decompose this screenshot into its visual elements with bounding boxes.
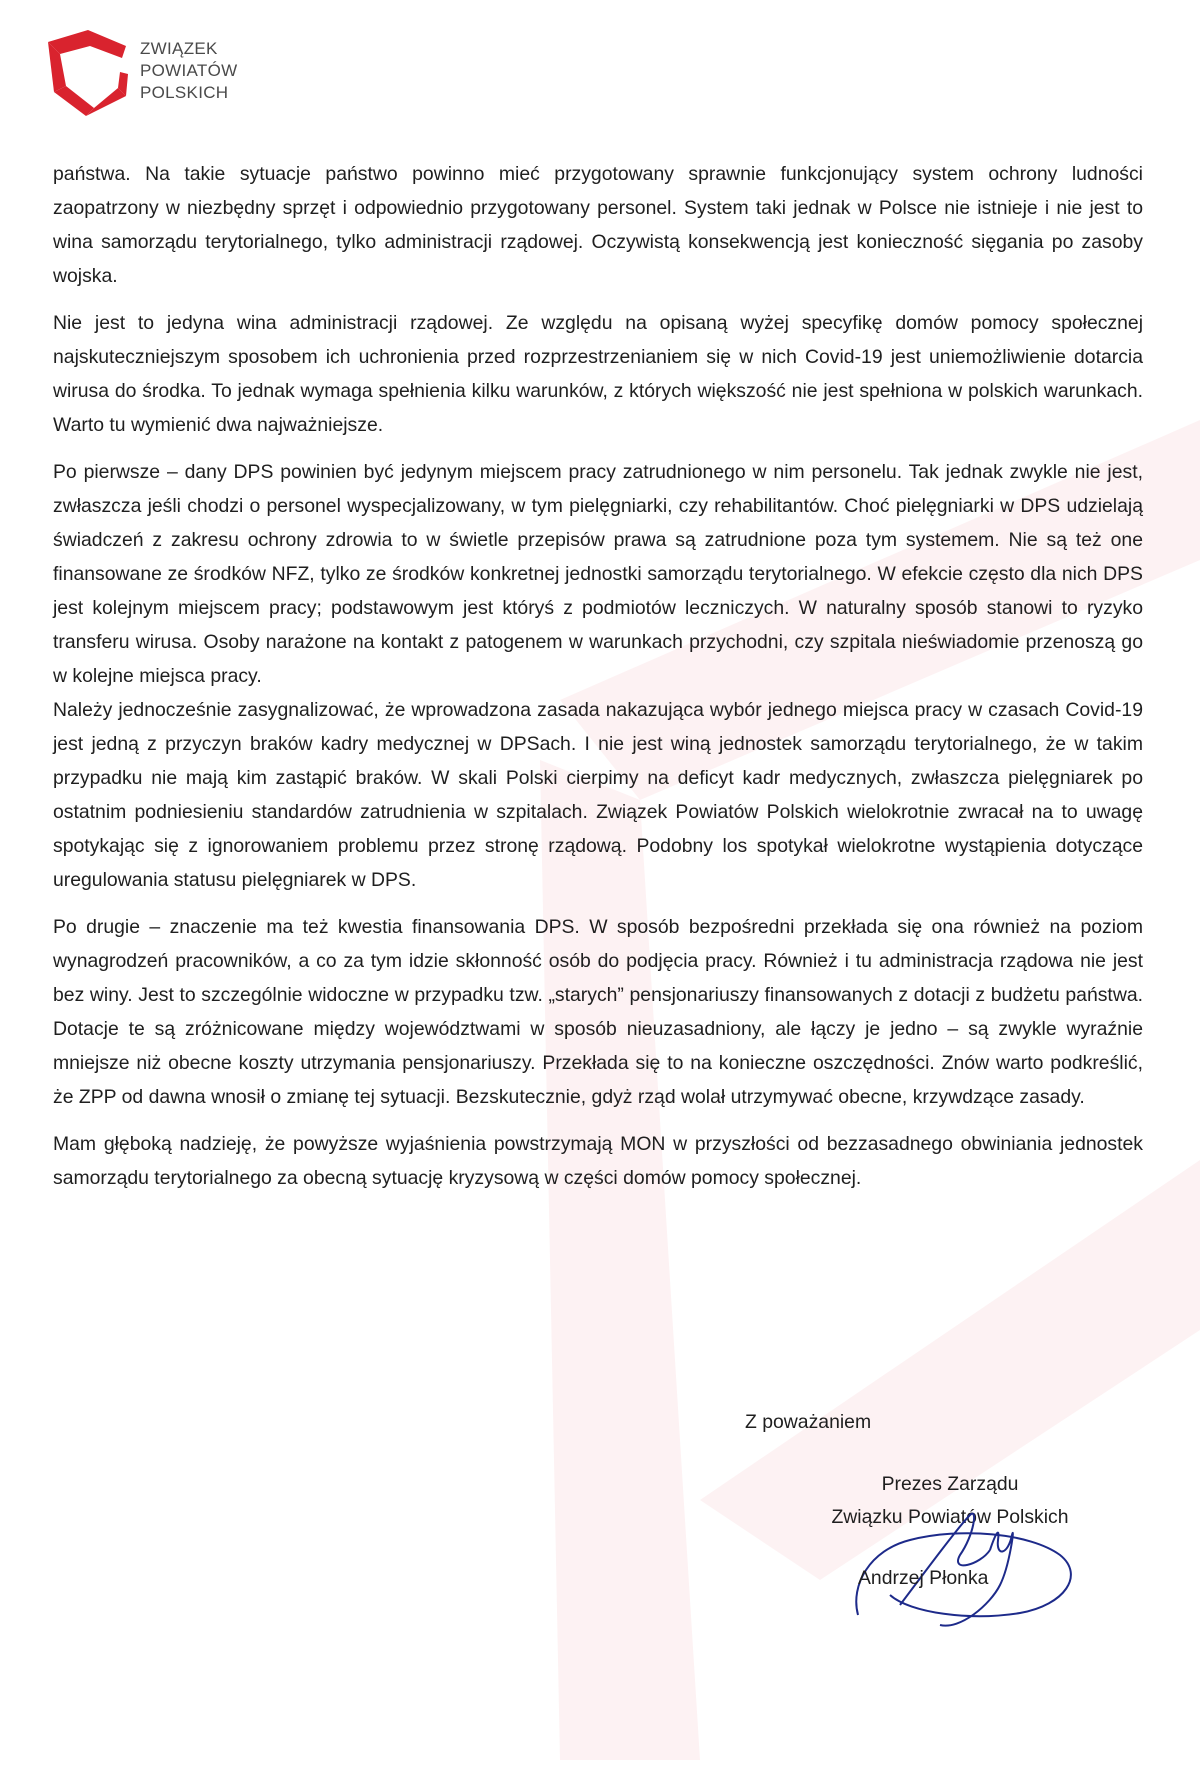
- logo-line-1: ZWIĄZEK: [140, 39, 218, 58]
- paragraph-5: Po drugie – znaczenie ma też kwestia finansowania DPS. W sposób bezpośredni przekłada się ona również na poziom wynagrodzeń pracowników, a co za tym idzie skłonność osób do podjęcia pracy. Również i tu administracja rządowa nie jest bez winy. Jest to szczególnie widoczne w przypadku tzw. „starych” pensjonariuszy finansowanych z dotacji z budżetu państwa. Dotacje te są zróżnicowane między województwami w sposób nieuzasadniony, ale łączy je jedno – są zwykle wyraźnie mniejsze niż obecne koszty utrzymania pensjonariuszy. Przekłada się to na konieczne oszczędności. Znów warto podkreślić, że ZPP od dawna wnosił o zmianę tej sytuacji. Bezskutecznie, gdyż rząd wolał utrzymywać obecne, krzywdzące zasady.: [53, 916, 1143, 1108]
- logo-line-3: POLSKICH: [140, 83, 229, 102]
- paragraph-2: Nie jest to jedyna wina administracji rządowej. Ze względu na opisaną wyżej specyfikę domów pomocy społecznej najskuteczniejszym sposobem ich uchronienia przed rozprzestrzenianiem się w nich Covid-19 jest uniemożliwienie dotarcia wirusa do środka. To jednak wymaga spełnienia kilku warunków, z których większość nie jest spełniona w polskich warunkach. Warto tu wymienić dwa najważniejsze.: [53, 312, 1143, 436]
- paragraph-6: Mam głęboką nadzieję, że powyższe wyjaśnienia powstrzymają MON w przyszłości od bezzasadnego obwiniania jednostek samorządu terytorialnego za obecną sytuację kryzysową w części domów pomocy społecznej.: [53, 1133, 1143, 1189]
- letter-body: [53, 157, 1143, 1195]
- paragraph-1: państwa. Na takie sytuacje państwo powinno mieć przygotowany sprawnie funkcjonujący system ochrony ludności zaopatrzony w niezbędny sprzęt i odpowiednio przygotowany personel. System taki jednak w Polsce nie istnieje i nie jest to wina samorządu terytorialnego, tylko administracji rządowej. Oczywistą konsekwencją jest konieczność sięgania po zasoby wojska.: [53, 163, 1143, 287]
- salutation: Z poważaniem: [745, 1411, 872, 1433]
- paragraph-4: Należy jednocześnie zasygnalizować, że wprowadzona zasada nakazująca wybór jednego miejsca pracy w czasach Covid-19 jest jedną z przyczyn braków kadry medycznej w DPSach. I nie jest winą jednostek samorządu terytorialnego, że w takim przypadku nie mają kim zastąpić braków. W skali Polski cierpimy na deficyt kadr medycznych, zwłaszcza pielęgniarek po ostatnim podniesieniu standardów zatrudnienia w szpitalach. Związek Powiatów Polskich wielokrotnie zwracał na to uwagę spotykając się z ignorowaniem problemu przez stronę rządową. Podobny los spotykał wielokrotne wystąpienia dotyczące uregulowania statusu pielęgniarek w DPS.: [53, 699, 1143, 891]
- logo-line-2: POWIATÓW: [140, 61, 238, 80]
- signatory-title-line-1: Prezes Zarządu: [881, 1473, 1019, 1495]
- signatory-name: Andrzej Płonka: [858, 1567, 989, 1589]
- paragraph-3: Po pierwsze – dany DPS powinien być jedynym miejscem pracy zatrudnionego w nim personelu. Tak jednak zwykle nie jest, zwłaszcza jeśli chodzi o personel wyspecjalizowany, w tym pielęgniarki, czy rehabilitantów. Choć pielęgniarki w DPS udzielają świadczeń z zakresu ochrony zdrowia to w świetle przepisów prawa są zatrudnione poza tym systemem. Nie są też one finansowane ze środków NFZ, tylko ze środków konkretnej jednostki samorządu terytorialnego. W efekcie często dla nich DPS jest kolejnym miejscem pracy; podstawowym jest któryś z podmiotów leczniczych. W naturalny sposób stanowi to ryzyko transferu wirusa. Osoby narażone na kontakt z patogenem w warunkach przychodni, czy szpitala nieświadomie przenoszą go w kolejne miejsca pracy.: [53, 461, 1143, 687]
- signatory-title-line-2: Związku Powiatów Polskich: [831, 1506, 1069, 1528]
- zpp-logo-icon: [44, 28, 134, 118]
- logo-wordmark: [140, 38, 237, 104]
- organization-logo: [44, 28, 284, 118]
